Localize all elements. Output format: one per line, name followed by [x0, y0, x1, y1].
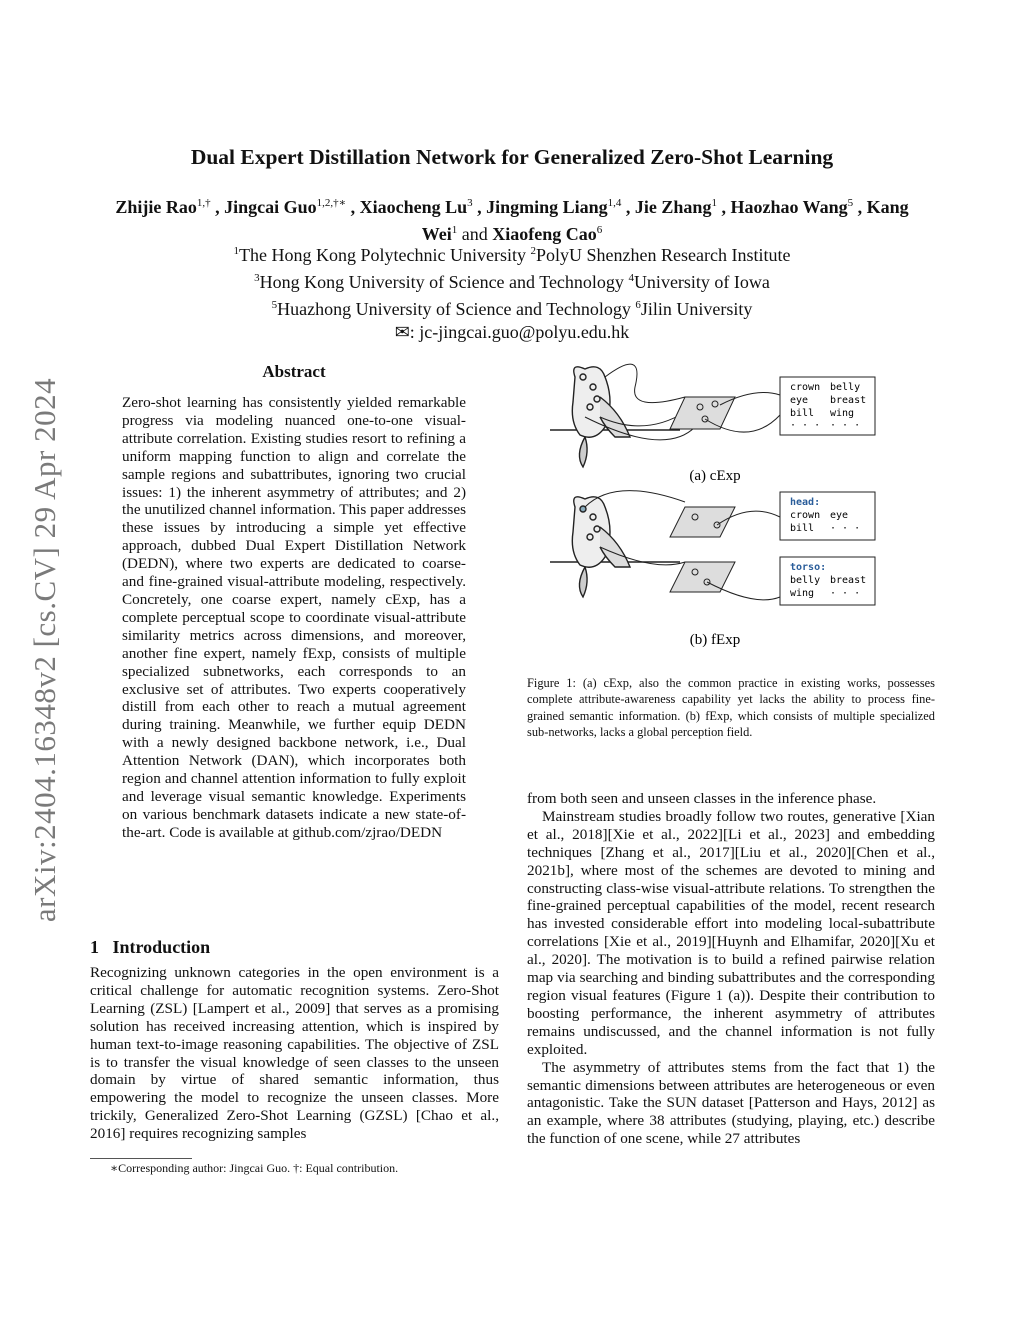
svg-text:bill: bill — [790, 523, 815, 534]
svg-text:wing: wing — [830, 408, 855, 419]
svg-text:wing: wing — [790, 588, 815, 599]
abstract-text: Zero-shot learning has consistently yielded remarkable progress via modeling nuanced one-to-one visual-attribute correlation. Existing studies resort to refining a uniform mapping function to align and correlate the sample regions and subattributes, ignoring two crucial issues: 1) the inherent asymmetry of attributes; and 2) the unutilized channel information. This paper addresses these issues by introducing a simple yet effective approach, dubbed Dual Expert Distillation Network (DEDN), where two experts are dedicated to coarse- and fine-grained visual-attribute modeling, respectively. Concretely, one coarse expert, namely cExp, has a complete perceptual scope to coordinate visual-attribute similarity metrics across dimensions, and moreover, another fine expert, namely fExp, consists of multiple specialized subnetworks, each corresponds to an exclusive set of attributes. Two experts cooperatively distill from each other to reach a mutual agreement during training. Meanwhile, we further equip DEDN with a newly designed backbone network, i.e., Dual Attention Network (DAN), which incorporates both region and channel attention information to fully exploit and leverage visual semantic knowledge. Experiments on various benchmark datasets indicate a new state-of-the-art. Code is available at github.com/zjrao/DEDN — [122, 394, 466, 841]
svg-text:· · ·: · · · — [830, 420, 861, 431]
svg-text:eye: eye — [830, 510, 849, 521]
svg-text:crown: crown — [790, 382, 821, 393]
intro-text: Recognizing unknown categories in the open environment is a critical challenge for automatic recognition systems. Zero-Shot Learning (ZSL) [Lampert et al., 2009] that serves as a promising solution has received increasing attention, which is inspired by human text-to-image reasoning capabilities. The objective of ZSL is to transfer the visual knowledge of seen classes to the unseen domain by virtue of shared semantic information, thus empowering the model to recognize the unseen classes. More trickily, Generalized Zero-Shot Learning (GZSL) [Chao et al., 2016] requires recognizing samples — [90, 964, 499, 1143]
author: Haozhao Wang — [730, 197, 848, 217]
svg-text:head:: head: — [790, 497, 821, 508]
svg-text:· · ·: · · · — [790, 420, 821, 431]
author-list: Zhijie Rao$^{1,\dagger}$ , Jingcai Guo$^{1,2,\dagger∗}$ , Xiaocheng Lu$^3$ , Jingming Liang$^{1,4}$ , Jie Zhang$^1$ , Haozhao Wang$^5$ , Kang Wei$^1$ and Xiaofeng Cao$^6$ — [115, 197, 909, 244]
bird-illustration-b — [550, 497, 680, 597]
section-heading: 1 Introduction — [90, 937, 211, 957]
affiliations: $^1$The Hong Kong Polytechnic University $^2$PolyU Shenzhen Research Institute $^3$Hong Kong University of Science and Technology $^4$University of Iowa $^5$Huazhong University of Science and Technology $^6$Jilin University ✉: jc-jingcai.guo@polyu.edu.hk — [0, 240, 1024, 344]
author: Xiaocheng Lu — [359, 197, 468, 217]
svg-text:· · ·: · · · — [830, 588, 861, 599]
right-column-text: from both seen and unseen classes in the inference phase. Mainstream studies broadly follow two routes, generative [Xian et al., 2018][Xie et al., 2022][Li et al., 2023] and embedding techniques [Zhang et al., 2017][Liu et al., 2020][Chen et al., 2021b], where most of the schemes are devoted to mining and constructing class-wise visual-attribute relations. To strengthen the fine-grained perceptual capabilities of the model, recent research has invested considerable effort into modeling local-subattribute correlations [Xie et al., 2019][Huynh and Elhamifar, 2020][Xu et al., 2020]. The motivation is to build a refined pairwise relation map via searching and binding subattributes and the corresponding region visual features (Figure 1 (a)). Despite their contribution to boosting performance, the inherent asymmetry of attributes remains undiscussed, and the channel information is not fully exploited. The asymmetry of attributes stems from the fact that 1) the semantic dimensions between attributes are heterogeneous or even antagonistic. Take the SUN dataset [Patterson and Hays, 2012] as an example, where 38 attributes (studying, playing, etc.) describe the function of one scene, while 27 attributes — [527, 790, 935, 1148]
footnote-rule — [90, 1158, 192, 1159]
author: Jingcai Guo — [224, 197, 317, 217]
subfigure-b-label: (b) fExp — [689, 632, 741, 648]
svg-text:· · ·: · · · — [830, 523, 861, 534]
arxiv-id: arXiv:2404.16348v2 [cs.CV] 29 Apr 2024 — [26, 377, 62, 923]
figure-caption: Figure 1: (a) cExp, also the common practice in existing works, possesses complete attribute-awareness capability yet lacks the ability to process fine-grained semantic information. (b) fExp, which consists of multiple specialized sub-networks, lacks a global perception field. — [527, 676, 935, 739]
svg-text:breast: breast — [830, 395, 867, 406]
svg-text:eye: eye — [790, 395, 809, 406]
bird-illustration-a — [550, 367, 680, 467]
author: Kang Wei — [421, 197, 909, 244]
abstract-heading: Abstract — [262, 362, 326, 381]
svg-text:belly: belly — [790, 575, 821, 586]
svg-text:breast: breast — [830, 575, 867, 586]
feature-map-a — [670, 397, 735, 429]
svg-text:bill: bill — [790, 408, 815, 419]
figure-1 — [545, 357, 935, 667]
feature-map-b2 — [670, 562, 735, 592]
subfigure-a-label: (a) cExp — [689, 468, 741, 484]
svg-text:crown: crown — [790, 510, 821, 521]
feature-map-b1 — [670, 507, 735, 537]
footnote: ∗Corresponding author: Jingcai Guo. †: Equal contribution. — [110, 1161, 399, 1175]
paper-title: Dual Expert Distillation Network for Generalized Zero-Shot Learning — [190, 145, 834, 169]
author: Jie Zhang — [634, 197, 712, 217]
author: Jingming Liang — [486, 197, 608, 217]
svg-text:belly: belly — [830, 382, 861, 393]
arxiv-sidebar — [22, 355, 67, 945]
svg-text:torso:: torso: — [790, 562, 827, 573]
author: Xiaofeng Cao — [492, 224, 597, 244]
contact-email[interactable]: ✉: jc-jingcai.guo@polyu.edu.hk — [394, 322, 630, 342]
author: Zhijie Rao — [115, 197, 197, 217]
